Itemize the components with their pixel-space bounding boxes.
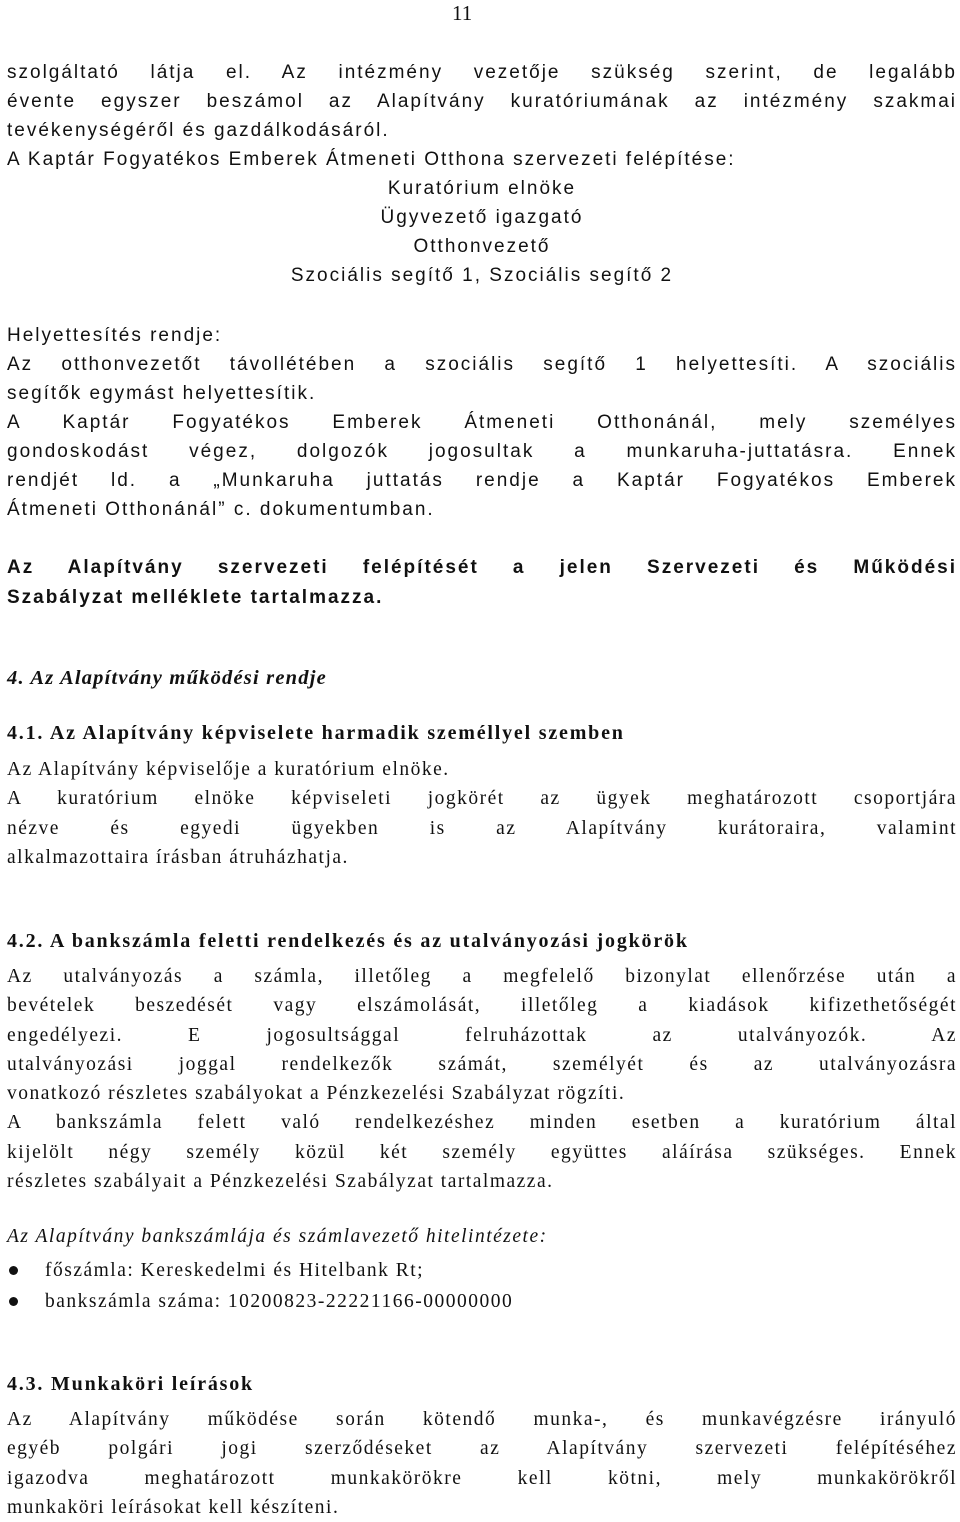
subsection-title-text: 4.3. Munkaköri leírások — [7, 1373, 254, 1395]
text-line: kijelölt négy személy közül két személy együttes aláírása szükséges. Ennek — [7, 1141, 957, 1163]
text-line: részletes szabályait a Pénzkezelési Szabályzat tartalmazza. — [7, 1171, 554, 1193]
org-item: Kuratórium elnöke — [387, 178, 577, 199]
bank-heading — [7, 1222, 957, 1251]
subsection-title — [7, 719, 957, 748]
text-line: Az Alapítvány képviselője a kuratórium elnöke. — [7, 759, 450, 780]
text-line: Az otthonvezetőt távollétében a szociális segítő 1 helyettesíti. A szociális — [7, 354, 957, 375]
text-line: tevékenységéről és gazdálkodásáról. — [7, 120, 390, 141]
list-item-text: főszámla: Kereskedelmi és Hitelbank Rt; — [45, 1260, 425, 1281]
text-line: Átmeneti Otthonánál” c. dokumentumban. — [7, 499, 435, 520]
text-line: A Kaptár Fogyatékos Emberek Átmeneti Otthonánál, mely személyes — [7, 412, 957, 433]
subsection-title — [7, 1370, 957, 1399]
org-item: Szociális segítő 1, Szociális segítő 2 — [290, 265, 674, 286]
intro-paragraph — [7, 58, 957, 145]
subsection-title — [7, 927, 957, 956]
subsection-title-text: 4.1. Az Alapítvány képviselete harmadik személlyel szemben — [7, 722, 625, 744]
bank-details-list — [3, 1256, 953, 1318]
section-title-text: 4. Az Alapítvány működési rendje — [7, 667, 327, 689]
text-line: Az utalványozás a számla, illetőleg a megfelelő bizonylat ellenőrzése után a — [7, 966, 957, 987]
text-line: utalványozási joggal rendelkezők számát, személyét és az utalványozásra — [7, 1053, 957, 1075]
bullet-icon — [9, 1266, 18, 1275]
text-line: A bankszámla felett való rendelkezéshez minden esetben a kuratórium által — [7, 1112, 957, 1134]
text-line: Szabályzat melléklete tartalmazza. — [7, 587, 384, 608]
org-structure-heading: A Kaptár Fogyatékos Emberek Átmeneti Otthona szervezeti felépítése: — [7, 149, 736, 170]
text-line: egyéb polgári jogi szerződéseket az Alapítvány szervezeti felépítéséhez — [7, 1438, 957, 1460]
job-descriptions-paragraph — [7, 1405, 957, 1522]
bank-heading-text: Az Alapítvány bankszámlája és számlavezető hitelintézete: — [7, 1226, 548, 1247]
workwear-paragraph — [7, 408, 957, 524]
substitution-heading: Helyettesítés rendje: — [7, 325, 223, 346]
text-line: Az Alapítvány működése során kötendő munka-, és munkavégzésre irányuló — [7, 1409, 957, 1430]
text-line: engedélyezi. E jogosultsággal felruházottak az utalványozók. Az — [7, 1024, 957, 1046]
page-number: 11 — [452, 1, 473, 25]
org-item: Ügyvezető igazgató — [380, 207, 584, 228]
subsection-title-text: 4.2. A bankszámla feletti rendelkezés és az utalványozási jogkörök — [7, 930, 689, 952]
bold-note — [7, 553, 957, 613]
list-item — [3, 1287, 953, 1318]
text-line: munkaköri leírásokat kell készíteni. — [7, 1496, 340, 1518]
text-line: évente egyszer beszámol az Alapítvány kuratóriumának az intézmény szakmai — [7, 91, 957, 112]
text-line: szolgáltató látja el. Az intézmény vezetője szükség szerint, de legalább — [7, 62, 957, 83]
list-item-text: bankszámla száma: 10200823-22221166-00000000 — [45, 1291, 514, 1312]
text-line: Az Alapítvány szervezeti felépítését a jelen Szervezeti és Működési — [7, 557, 957, 578]
org-item: Otthonvezető — [413, 236, 551, 257]
bullet-icon — [9, 1297, 18, 1306]
text-line: gondoskodást végez, dolgozók jogosultak a munkaruha-juttatásra. Ennek — [7, 441, 957, 462]
text-line: igazodva meghatározott munkakörökre kell kötni, mely munkakörökről — [7, 1467, 957, 1489]
text-line: bevételek beszedését vagy elszámolását, illetőleg a kiadások kifizethetőségét — [7, 995, 957, 1017]
text-line: vonatkozó részletes szabályokat a Pénzkezelési Szabályzat rögzíti. — [7, 1083, 626, 1105]
text-line: alkalmazottaira írásban átruházhatja. — [7, 846, 349, 868]
text-line: A kuratórium elnöke képviseleti jogkörét az ügyek meghatározott csoportjára — [7, 788, 957, 810]
substitution-section — [7, 321, 957, 408]
list-item — [3, 1256, 953, 1287]
representation-paragraph — [7, 755, 957, 872]
text-line: rendjét ld. a „Munkaruha juttatás rendje a Kaptár Fogyatékos Emberek — [7, 470, 957, 491]
org-structure — [7, 145, 957, 290]
bank-account-paragraph — [7, 962, 957, 1196]
section-title — [7, 664, 957, 693]
text-line: segítők egymást helyettesítik. — [7, 383, 317, 404]
text-line: nézve és egyedi ügyekben is az Alapítvány kurátoraira, valamint — [7, 817, 957, 839]
